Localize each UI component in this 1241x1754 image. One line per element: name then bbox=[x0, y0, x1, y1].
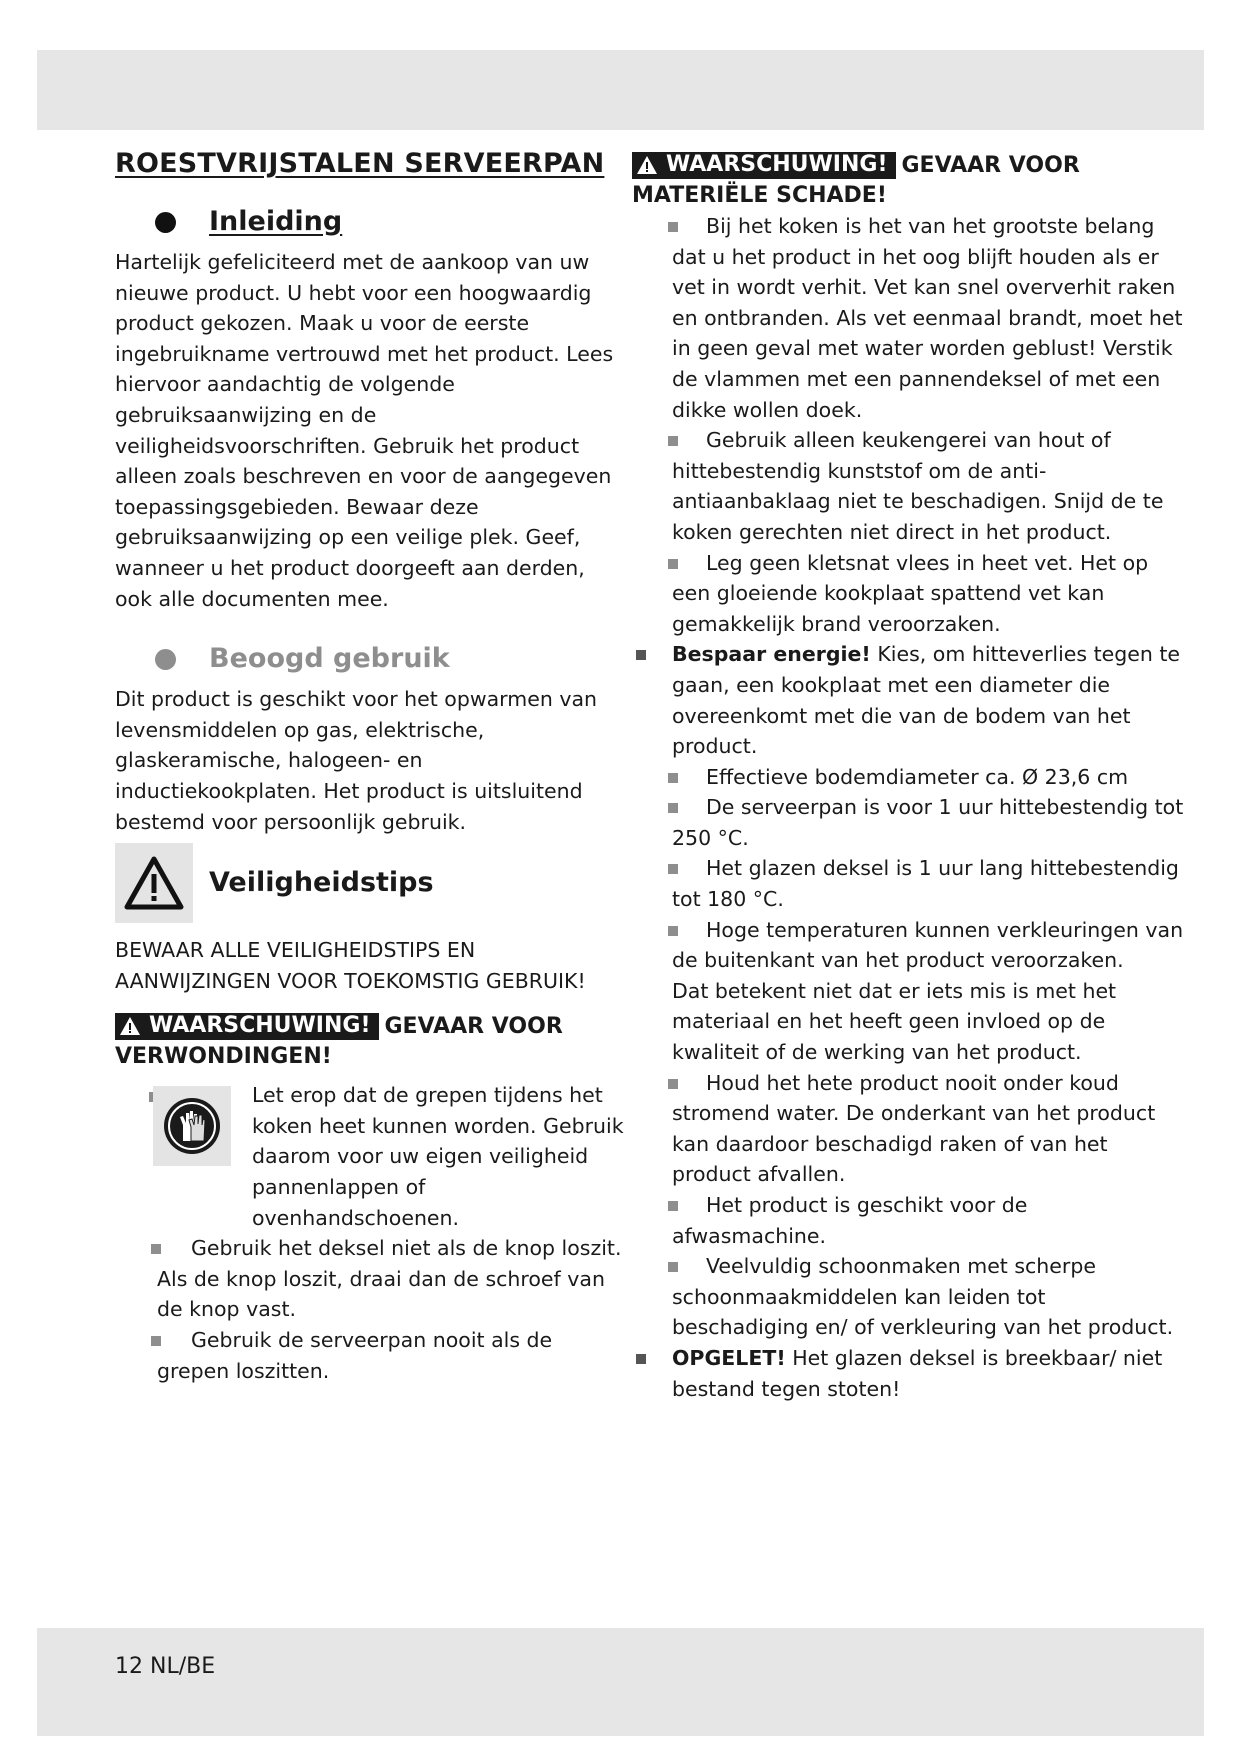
warning-injury-heading bbox=[115, 1012, 625, 1072]
list-item bbox=[632, 915, 1187, 976]
section-heading-veiligheidstips bbox=[115, 843, 625, 923]
bullet-square-icon bbox=[151, 1336, 161, 1346]
list-item-text: Hoge temperaturen kunnen verkleuringen van de buitenkant van het product veroorzaken. bbox=[672, 917, 1184, 973]
warning-text-line2: VERWONDINGEN! bbox=[115, 1044, 332, 1070]
bullet-square-icon bbox=[668, 803, 678, 813]
list-item-text: Veelvuldig schoonmaken met scherpe schoonmaakmiddelen kan leiden tot beschadiging en/ of verkleuring van het product. bbox=[672, 1254, 1174, 1340]
warning-material-damage-heading bbox=[632, 151, 1187, 211]
list-item bbox=[632, 1190, 1187, 1251]
intended-use-paragraph: Dit product is geschikt voor het opwarmen van levensmiddelen op gas, elektrische, glaskeramische, halogeen- en inductiekookplaten. Het product is uitsluitend bestemd voor persoonlijk gebruik. bbox=[115, 687, 598, 834]
list-item bbox=[632, 548, 1187, 640]
list-item bbox=[632, 792, 1187, 853]
list-item bbox=[632, 1068, 1187, 1190]
warning-triangle-icon bbox=[119, 1016, 141, 1036]
warning-label-text: WAARSCHUWING! bbox=[666, 152, 888, 177]
list-item-text: Het glazen deksel is 1 uur lang hittebestendig tot 180 °C. bbox=[672, 856, 1179, 912]
bullet-square-icon bbox=[636, 1354, 646, 1364]
warning-label-text: WAARSCHUWING! bbox=[149, 1013, 371, 1039]
bullet-square-icon bbox=[636, 650, 646, 660]
left-column bbox=[115, 145, 625, 1386]
bullet-square-icon bbox=[668, 436, 678, 446]
note-paragraph: Dat betekent niet dat er iets mis is met het materiaal en het heeft geen invloed op de kwaliteit of de werking van het product. bbox=[672, 978, 1117, 1065]
section-title: Inleiding bbox=[209, 205, 343, 237]
list-item-text: Bij het koken is het van het grootste belang dat u het product in het oog blijft houden als er vet in wordt verhit. Vet kan snel oververhit raken en ontbranden. Als vet eenmaal brandt, moet het in geen geval met water worden geblust! Verstik de vlammen met een pannendeksel of met een dikke wollen doek. bbox=[672, 214, 1183, 422]
bullet-square-icon bbox=[668, 559, 678, 569]
energy-bold-label: Bespaar energie! bbox=[672, 642, 871, 667]
glove-item-text: Let erop dat de grepen tijdens het koken heet kunnen worden. Gebruik daarom voor uw eigen veiligheid pannenlappen of ovenhandschoenen. bbox=[252, 1083, 624, 1230]
warning-text: GEVAAR VOOR bbox=[901, 153, 1080, 178]
energy-saving-item bbox=[632, 639, 1187, 761]
section-heading-inleiding bbox=[115, 197, 625, 247]
list-item-text: Effectieve bodemdiameter ca. Ø 23,6 cm bbox=[706, 764, 1129, 789]
list-item bbox=[632, 211, 1187, 425]
protective-gloves-icon bbox=[153, 1086, 231, 1166]
section-title: Beoogd gebruik bbox=[209, 642, 450, 674]
footer-band bbox=[37, 1628, 1204, 1736]
list-item bbox=[115, 1325, 625, 1386]
list-item bbox=[632, 425, 1187, 547]
caution-bold-label: OPGELET! bbox=[672, 1345, 786, 1370]
warning-text: GEVAAR VOOR bbox=[384, 1014, 563, 1040]
bullet-square-icon bbox=[668, 864, 678, 874]
caution-text: Het glazen deksel is breekbaar/ niet bestand tegen stoten! bbox=[672, 1345, 1163, 1401]
bullet-square-icon bbox=[151, 1244, 161, 1254]
bullet-square-icon bbox=[668, 926, 678, 936]
list-item-text: Het product is geschikt voor de afwasmachine. bbox=[672, 1193, 1028, 1248]
list-item-text: Leg geen kletsnat vlees in heet vet. Het op een gloeiende kookplaat spattend vet kan gemakkelijk brand veroorzaken. bbox=[672, 550, 1149, 636]
page-number: 12 NL/BE bbox=[115, 1654, 216, 1679]
list-item bbox=[632, 1251, 1187, 1343]
section-title: Veiligheidstips bbox=[209, 866, 434, 898]
bullet-square-icon bbox=[668, 1079, 678, 1089]
glove-safety-item bbox=[115, 1080, 625, 1233]
right-column bbox=[632, 145, 1187, 1404]
list-item-text: Gebruik het deksel niet als de knop loszit. Als de knop loszit, draai dan de schroef van de knop vast. bbox=[157, 1236, 622, 1322]
document-title: ROESTVRIJSTALEN SERVEERPAN bbox=[115, 148, 605, 179]
list-item-text: De serveerpan is voor 1 uur hittebestendig tot 250 °C. bbox=[672, 795, 1184, 850]
warning-triangle-icon bbox=[115, 843, 193, 923]
list-item bbox=[632, 853, 1187, 914]
warning-triangle-icon bbox=[636, 155, 658, 175]
list-item-text: Houd het hete product nooit onder koud stromend water. De onderkant van het product kan daardoor beschadigd raken of van het product afvallen. bbox=[672, 1070, 1156, 1187]
intro-paragraph: Hartelijk gefeliciteerd met de aankoop van uw nieuwe product. U hebt voor een hoogwaardig product gekozen. Maak u voor de eerste ingebruikname vertrouwd met het product. Lees hiervoor aandachtig de volgende gebruiksaanwijzing en de veiligheidsvoorschriften. Gebruik het product alleen zoals beschreven en voor de aangegeven toepassingsgebieden. Bewaar deze gebruiksaanwijzing op een veilige plek. Geef, wanneer u het product doorgeeft aan derden, ook alle documenten mee. bbox=[115, 250, 614, 611]
caution-item bbox=[632, 1343, 1187, 1404]
safety-caps-notice: BEWAAR ALLE VEILIGHEIDSTIPS EN AANWIJZINGEN VOOR TOEKOMSTIG GEBRUIK! bbox=[115, 938, 586, 993]
list-item-text: Gebruik alleen keukengerei van hout of hittebestendig kunststof om de anti-antiaanbaklaag niet te beschadigen. Snijd de te koken gerechten niet direct in het product. bbox=[672, 428, 1164, 544]
list-item bbox=[115, 1233, 625, 1325]
warning-label bbox=[632, 152, 896, 179]
list-item bbox=[632, 762, 1187, 793]
energy-text: Kies, om hitteverlies tegen te gaan, een kookplaat met een diameter die overeenkomt met die van de bodem van het product. bbox=[672, 642, 1181, 759]
list-item-text: Gebruik de serveerpan nooit als de grepen loszitten. bbox=[157, 1328, 553, 1383]
bullet-dot-icon bbox=[155, 212, 176, 233]
warning-text-line2: MATERIËLE SCHADE! bbox=[632, 183, 887, 208]
bullet-square-icon bbox=[668, 1201, 678, 1211]
bullet-square-icon bbox=[668, 222, 678, 232]
header-band bbox=[37, 50, 1204, 130]
bullet-square-icon bbox=[668, 1262, 678, 1272]
section-heading-beoogd-gebruik bbox=[115, 634, 625, 684]
bullet-square-icon bbox=[668, 773, 678, 783]
bullet-dot-icon bbox=[155, 649, 176, 670]
warning-label bbox=[115, 1013, 379, 1040]
